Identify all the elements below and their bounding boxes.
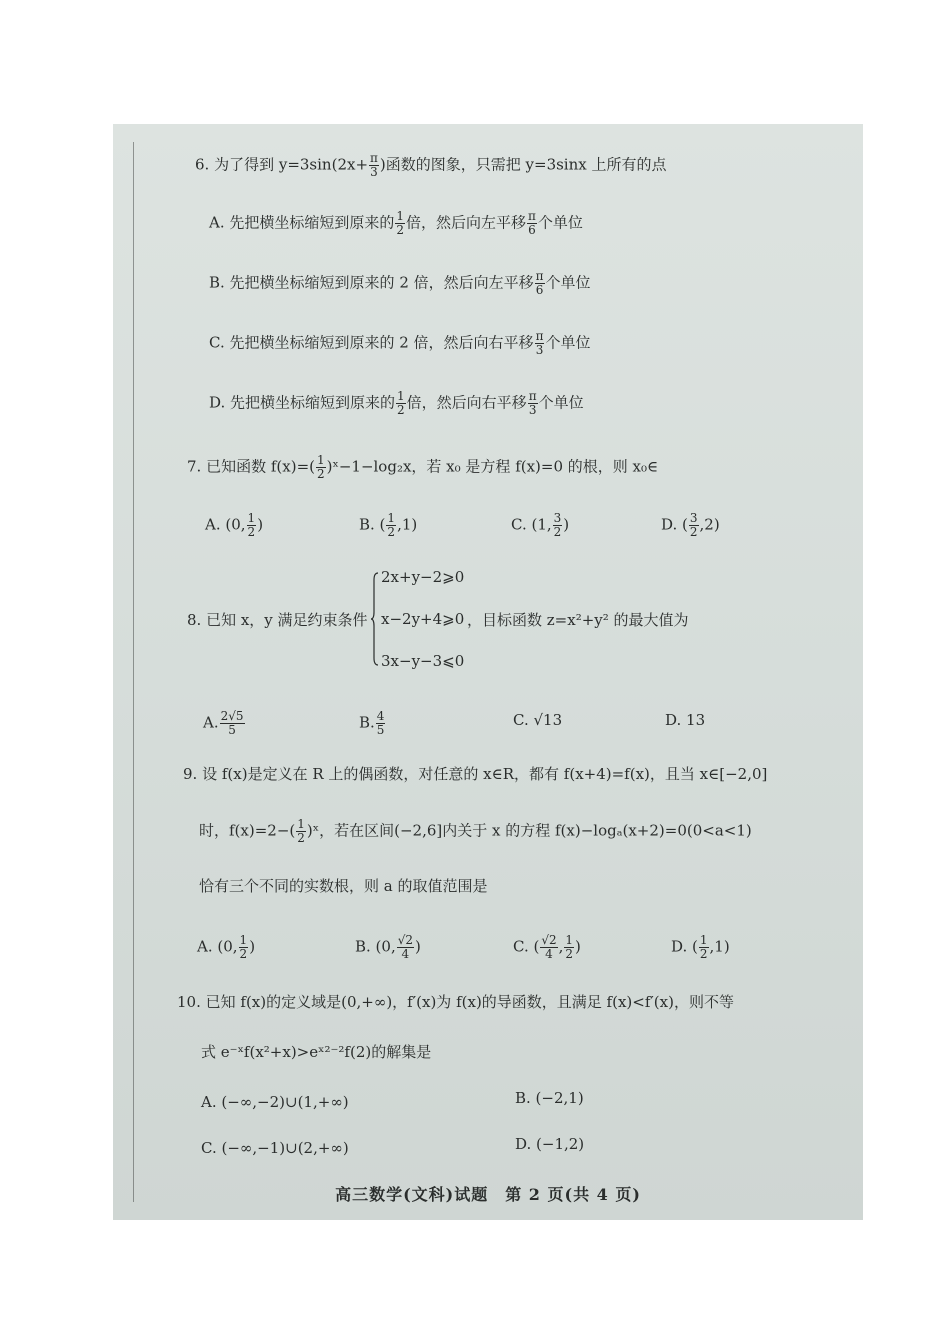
fraction-denominator: 2 <box>553 525 562 539</box>
q9-line-3: 恰有三个不同的实数根，则 a 的取值范围是 <box>199 877 488 895</box>
q9-line-2 <box>199 818 752 845</box>
fraction <box>396 390 406 417</box>
fraction-denominator: 4 <box>545 947 553 961</box>
q10-line-2: 式 e⁻ˣf(x²+x)>eˣ²⁻²f(2)的解集是 <box>201 1043 432 1061</box>
option-text: ) <box>563 515 570 534</box>
q9-text: 时，f(x)=2−( <box>199 821 296 840</box>
fraction <box>535 330 545 357</box>
fraction <box>239 934 249 961</box>
fraction-denominator: 3 <box>528 403 537 417</box>
fraction-denominator: 3 <box>535 343 544 357</box>
q9-text: )ˣ，若在区间(−2,6]内关于 x 的方程 f(x)−logₐ(x+2)=0(0<a<1) <box>306 821 752 840</box>
q8-stem-a: 8. 已知 x，y 满足约束条件 <box>187 611 368 629</box>
fraction <box>528 390 538 417</box>
fraction-denominator: 2 <box>396 223 405 237</box>
q7-stem <box>187 454 658 481</box>
fraction-numerator: 1 <box>387 511 396 525</box>
fraction-denominator: 5 <box>228 723 236 737</box>
constraint-3: 3x−y−3⩽0 <box>381 652 465 670</box>
fraction-numerator: √2 <box>541 933 557 947</box>
fraction-numerator: 3 <box>689 511 698 525</box>
fraction-denominator: 2 <box>247 525 256 539</box>
q7-option-b <box>359 512 417 539</box>
fraction <box>699 934 709 961</box>
q7-stem-text: )ˣ−1−log₂x，若 x₀ 是方程 f(x)=0 的根，则 x₀∈ <box>326 457 659 476</box>
q9-option-c <box>513 934 581 961</box>
q9-option-b <box>355 934 421 961</box>
option-text: ) <box>575 937 581 956</box>
q8-option-d: D. 13 <box>665 711 706 729</box>
q6-option-c <box>209 330 590 357</box>
fraction-denominator: 2 <box>699 947 708 961</box>
option-text: C. 先把横坐标缩短到原来的 2 倍，然后向右平移 <box>209 333 534 352</box>
fraction <box>395 210 405 237</box>
fraction-numerator: π <box>528 209 536 223</box>
fraction-numerator: 4 <box>376 709 385 723</box>
option-text: B. 先把横坐标缩短到原来的 2 倍，然后向左平移 <box>209 273 534 292</box>
left-brace <box>371 572 379 666</box>
fraction <box>689 512 699 539</box>
fraction-denominator: 2 <box>397 403 405 417</box>
constraint-1: 2x+y−2⩾0 <box>381 568 465 586</box>
fraction <box>564 934 574 961</box>
fraction-denominator: 2 <box>239 947 248 961</box>
option-text: ) <box>415 937 421 956</box>
fraction-numerator: 1 <box>699 933 708 947</box>
q8-option-c: C. √13 <box>513 711 563 729</box>
q8-option-a <box>203 710 246 737</box>
option-text: D. ( <box>661 515 688 534</box>
q6-option-b <box>209 270 591 297</box>
page-footer: 高三数学(文科)试题 第 2 页(共 4 页) <box>335 1185 641 1204</box>
option-text: ) <box>249 937 256 956</box>
fraction-denominator: 4 <box>401 947 410 961</box>
option-text: C. ( <box>513 937 540 956</box>
option-text: B. (0, <box>355 937 396 956</box>
q10-option-d: D. (−1,2) <box>515 1135 585 1153</box>
fraction <box>247 512 257 539</box>
fraction-denominator: 2 <box>316 467 325 481</box>
exam-page <box>113 124 863 1220</box>
q7-option-a <box>205 512 263 539</box>
fraction-numerator: 1 <box>239 933 248 947</box>
fraction-numerator: √2 <box>397 933 414 947</box>
option-text: ) <box>257 515 264 534</box>
fraction <box>535 270 545 297</box>
fraction-numerator: π <box>370 151 378 165</box>
q10-option-a: A. (−∞,−2)∪(1,+∞) <box>201 1093 349 1111</box>
fraction <box>316 454 326 481</box>
binding-margin-line <box>133 142 134 1202</box>
fraction-numerator: 1 <box>397 389 405 403</box>
fraction-denominator: 6 <box>535 283 544 297</box>
option-text: B. ( <box>359 515 386 534</box>
q8-stem-b: ，目标函数 z=x²+y² 的最大值为 <box>467 611 689 629</box>
option-text: D. 先把横坐标缩短到原来的 <box>209 393 396 412</box>
option-text: ,1) <box>709 937 730 956</box>
option-text: 个单位 <box>537 213 583 232</box>
option-text: ,2) <box>699 515 720 534</box>
constraint-2: x−2y+4⩾0 <box>381 610 465 628</box>
fraction <box>540 934 557 961</box>
option-text: 个单位 <box>538 393 584 412</box>
fraction-numerator: 1 <box>396 209 405 223</box>
option-text: C. (1, <box>511 515 552 534</box>
q6-stem-text: 6. 为了得到 y=3sin(2x+ <box>195 155 369 174</box>
fraction-denominator: 6 <box>528 223 536 237</box>
option-text: 倍，然后向左平移 <box>406 213 527 232</box>
q6-stem <box>195 152 667 179</box>
fraction <box>553 512 563 539</box>
q7-option-c <box>511 512 569 539</box>
option-text: 个单位 <box>545 273 591 292</box>
fraction-denominator: 5 <box>376 723 385 737</box>
fraction <box>296 818 306 845</box>
fraction-numerator: π <box>528 389 537 403</box>
q6-option-d <box>209 390 584 417</box>
fraction <box>527 210 537 237</box>
fraction-numerator: 2√5 <box>220 709 244 723</box>
fraction-denominator: 3 <box>370 165 378 179</box>
q6-option-a <box>209 210 583 237</box>
q7-stem-text: 7. 已知函数 f(x)=( <box>187 457 315 476</box>
fraction <box>376 710 386 737</box>
q9-option-a <box>197 934 255 961</box>
option-text: B. <box>359 713 375 732</box>
q9-option-d <box>671 934 730 961</box>
option-text: A. <box>203 713 219 732</box>
fraction <box>220 710 245 737</box>
option-text: ,1) <box>397 515 418 534</box>
option-text: A. 先把横坐标缩短到原来的 <box>209 213 395 232</box>
q9-line-1: 9. 设 f(x)是定义在 R 上的偶函数，对任意的 x∈R，都有 f(x+4)=f(x)，且当 x∈[−2,0] <box>183 765 768 783</box>
q10-line-1: 10. 已知 f(x)的定义域是(0,+∞)，f′(x)为 f(x)的导函数，且满足 f(x)<f′(x)，则不等 <box>177 993 734 1011</box>
fraction-numerator: 1 <box>565 933 574 947</box>
fraction-denominator: 2 <box>297 831 305 845</box>
fraction <box>397 934 414 961</box>
fraction-numerator: π <box>535 329 544 343</box>
fraction <box>386 512 396 539</box>
option-text: , <box>558 937 564 956</box>
q7-option-d <box>661 512 720 539</box>
fraction-numerator: 1 <box>247 511 256 525</box>
fraction-numerator: π <box>535 269 544 283</box>
q10-option-c: C. (−∞,−1)∪(2,+∞) <box>201 1139 349 1157</box>
option-text: A. (0, <box>197 937 238 956</box>
option-text: 倍，然后向右平移 <box>406 393 527 412</box>
fraction-denominator: 2 <box>387 525 396 539</box>
fraction-numerator: 1 <box>297 817 305 831</box>
q8-option-b <box>359 710 386 737</box>
q10-option-b: B. (−2,1) <box>515 1089 584 1107</box>
option-text: 个单位 <box>545 333 591 352</box>
fraction-numerator: 3 <box>553 511 562 525</box>
fraction-denominator: 2 <box>689 525 698 539</box>
fraction-numerator: 1 <box>316 453 325 467</box>
fraction-denominator: 2 <box>565 947 574 961</box>
option-text: A. (0, <box>205 515 246 534</box>
q6-fraction <box>369 152 379 179</box>
option-text: D. ( <box>671 937 698 956</box>
q6-stem-text: )函数的图象，只需把 y=3sinx 上所有的点 <box>379 155 667 174</box>
